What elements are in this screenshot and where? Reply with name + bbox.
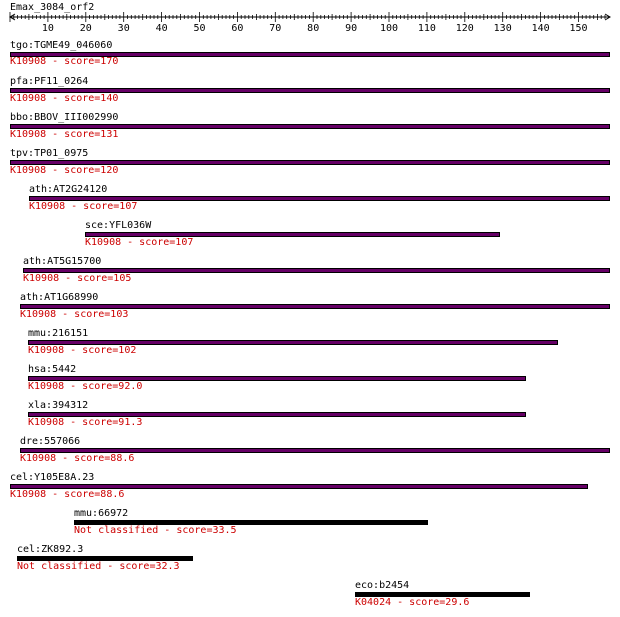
hit-gene-label[interactable]: hsa:5442 [28, 364, 77, 375]
hit-score-label[interactable]: K10908 - score=88.6 [10, 489, 125, 500]
ruler-tick-label: 130 [493, 23, 512, 34]
hit-gene-label[interactable]: ath:AT1G68990 [20, 292, 99, 303]
hit-gene-label[interactable]: pfa:PF11_0264 [10, 76, 89, 87]
hit-gene-label[interactable]: tgo:TGME49_046060 [10, 40, 113, 51]
hit-gene-label[interactable]: cel:ZK892.3 [17, 544, 84, 555]
hit-gene-label[interactable]: dre:557066 [20, 436, 81, 447]
hit-gene-label[interactable]: xla:394312 [28, 400, 89, 411]
hit-score-label[interactable]: K10908 - score=105 [23, 273, 132, 284]
hit-score-label[interactable]: Not classified - score=32.3 [17, 561, 180, 572]
hit-gene-label[interactable]: tpv:TP01_0975 [10, 148, 89, 159]
ruler-tick-label: 110 [417, 23, 436, 34]
hit-gene-label[interactable]: bbo:BBOV_III002990 [10, 112, 119, 123]
ruler-tick-label: 150 [569, 23, 588, 34]
ruler-tick-label: 80 [307, 23, 320, 34]
hit-gene-label[interactable]: sce:YFL036W [85, 220, 152, 231]
ruler-tick-label: 60 [231, 23, 244, 34]
hit-score-label[interactable]: K10908 - score=91.3 [28, 417, 143, 428]
hit-score-label[interactable]: K10908 - score=140 [10, 93, 119, 104]
ruler-tick-label: 100 [379, 23, 399, 34]
ruler-tick-label: 120 [455, 23, 474, 34]
hit-score-label[interactable]: K10908 - score=120 [10, 165, 119, 176]
hit-score-label[interactable]: K10908 - score=102 [28, 345, 137, 356]
hit-gene-label[interactable]: mmu:216151 [28, 328, 89, 339]
ruler-tick-label: 50 [193, 23, 206, 34]
ruler-tick-label: 30 [117, 23, 130, 34]
hit-score-label[interactable]: K10908 - score=103 [20, 309, 129, 320]
ruler-tick-label: 140 [531, 23, 550, 34]
query-title: Emax_3084_orf2 [10, 2, 95, 13]
hit-score-label[interactable]: K10908 - score=131 [10, 129, 119, 140]
hit-score-label[interactable]: K10908 - score=107 [29, 201, 138, 212]
hit-score-label[interactable]: Not classified - score=33.5 [74, 525, 237, 536]
hit-gene-label[interactable]: mmu:66972 [74, 508, 129, 519]
ruler-tick-label: 20 [79, 23, 92, 34]
hit-gene-label[interactable]: eco:b2454 [355, 580, 410, 591]
hit-gene-label[interactable]: ath:AT2G24120 [29, 184, 108, 195]
hit-score-label[interactable]: K10908 - score=92.0 [28, 381, 143, 392]
hit-score-label[interactable]: K10908 - score=107 [85, 237, 194, 248]
ruler-tick-label: 40 [155, 23, 168, 34]
hit-score-label[interactable]: K10908 - score=170 [10, 56, 119, 67]
hit-score-label[interactable]: K04024 - score=29.6 [355, 597, 470, 608]
ruler-tick-label: 10 [41, 23, 54, 34]
position-ruler [0, 0, 620, 34]
ruler-tick-label: 70 [269, 23, 282, 34]
hit-gene-label[interactable]: ath:AT5G15700 [23, 256, 102, 267]
hit-score-label[interactable]: K10908 - score=88.6 [20, 453, 135, 464]
ruler-tick-label: 90 [345, 23, 358, 34]
hit-gene-label[interactable]: cel:Y105E8A.23 [10, 472, 95, 483]
